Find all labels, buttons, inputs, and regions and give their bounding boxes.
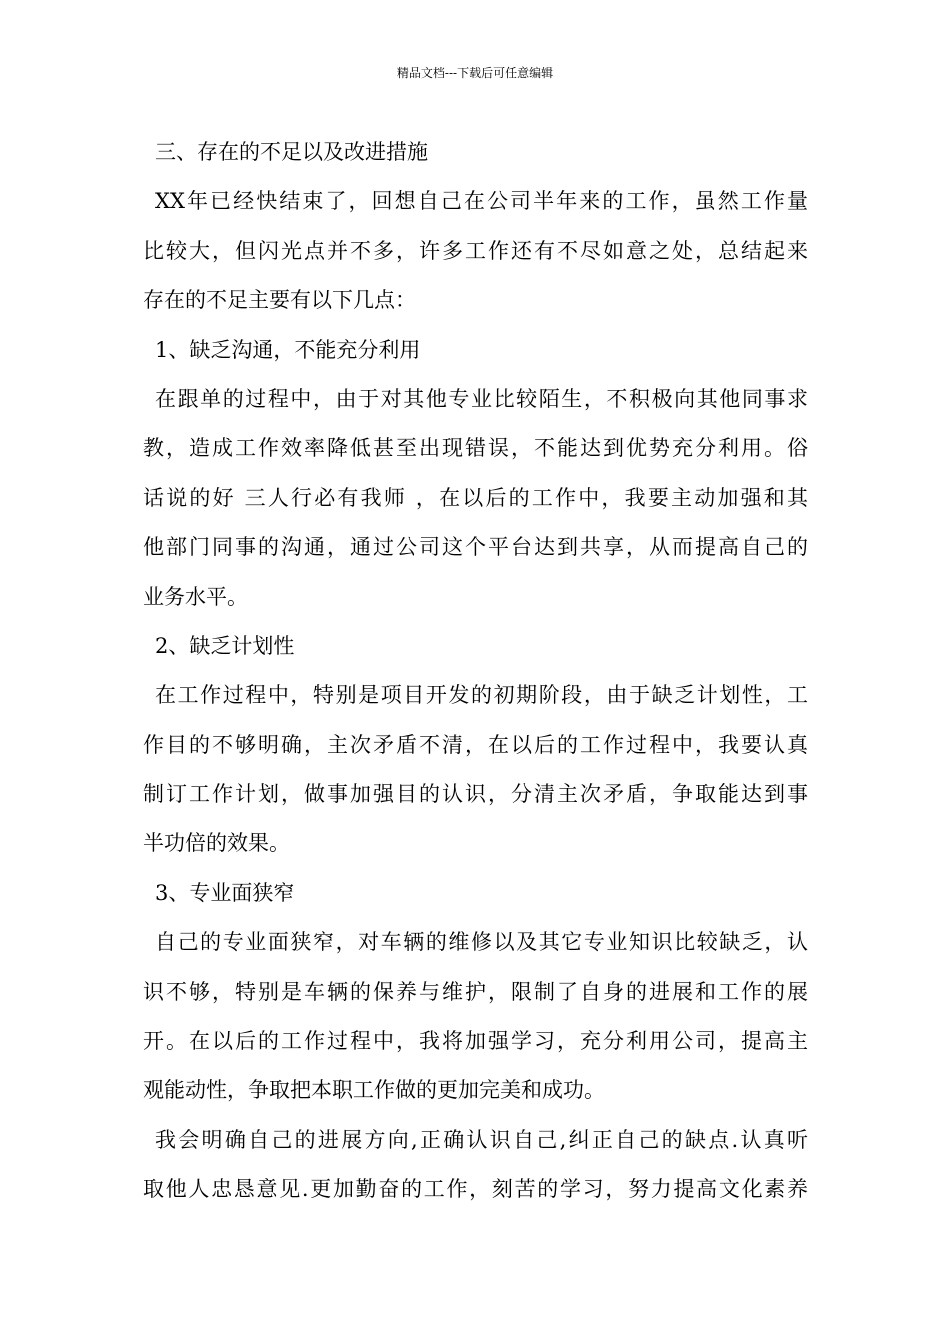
paragraph-line: 作目的不够明确，主次矛盾不清，在以后的工作过程中，我要认真 <box>143 732 808 757</box>
paragraph-line: 他部门同事的沟通，通过公司这个平台达到共享，从而提高自己的 <box>143 535 808 560</box>
paragraph-line: 在工作过程中，特别是项目开发的初期阶段，由于缺乏计划性，工 <box>155 683 808 708</box>
paragraph-line: 我会明确自己的进展方向,正确认识自己,纠正自己的缺点.认真听 <box>155 1127 808 1152</box>
document-body <box>143 128 808 1215</box>
paragraph-line: 话说的好 三人行必有我师 ，在以后的工作中，我要主动加强和其 <box>143 485 808 510</box>
paragraph-line: 开。在以后的工作过程中，我将加强学习，充分利用公司，提高主 <box>143 1029 808 1054</box>
section-heading: 三、存在的不足以及改进措施 <box>155 140 428 164</box>
paragraph-line: XX年已经快结束了，回想自己在公司半年来的工作，虽然工作量 <box>155 189 808 214</box>
page-header: 精品文档---下载后可任意编辑 <box>396 66 554 80</box>
paragraph-line: 存在的不足主要有以下几点： <box>143 288 416 313</box>
paragraph-line: 业务水平。 <box>143 584 248 609</box>
subheading: 1、缺乏沟通，不能充分利用 <box>155 337 421 362</box>
paragraph-line: 半功倍的效果。 <box>143 831 290 856</box>
paragraph-line: 观能动性，争取把本职工作做的更加完美和成功。 <box>143 1078 605 1103</box>
paragraph-line: 取他人忠恳意见.更加勤奋的工作，刻苦的学习，努力提高文化素养 <box>143 1177 808 1202</box>
paragraph-line: 识不够，特别是车辆的保养与维护，限制了自身的进展和工作的展 <box>143 979 808 1004</box>
paragraph-line: 教，造成工作效率降低甚至出现错误，不能达到优势充分利用。俗 <box>143 436 808 461</box>
subheading: 3、专业面狭窄 <box>155 880 295 905</box>
paragraph-line: 在跟单的过程中，由于对其他专业比较陌生，不积极向其他同事求 <box>155 386 808 411</box>
paragraph-line: 自己的专业面狭窄，对车辆的维修以及其它专业知识比较缺乏，认 <box>155 930 808 955</box>
paragraph-line: 比较大，但闪光点并不多，许多工作还有不尽如意之处，总结起来 <box>143 238 808 263</box>
subheading: 2、缺乏计划性 <box>155 633 295 658</box>
paragraph-line: 制订工作计划，做事加强目的认识，分清主次矛盾，争取能达到事 <box>143 782 808 807</box>
